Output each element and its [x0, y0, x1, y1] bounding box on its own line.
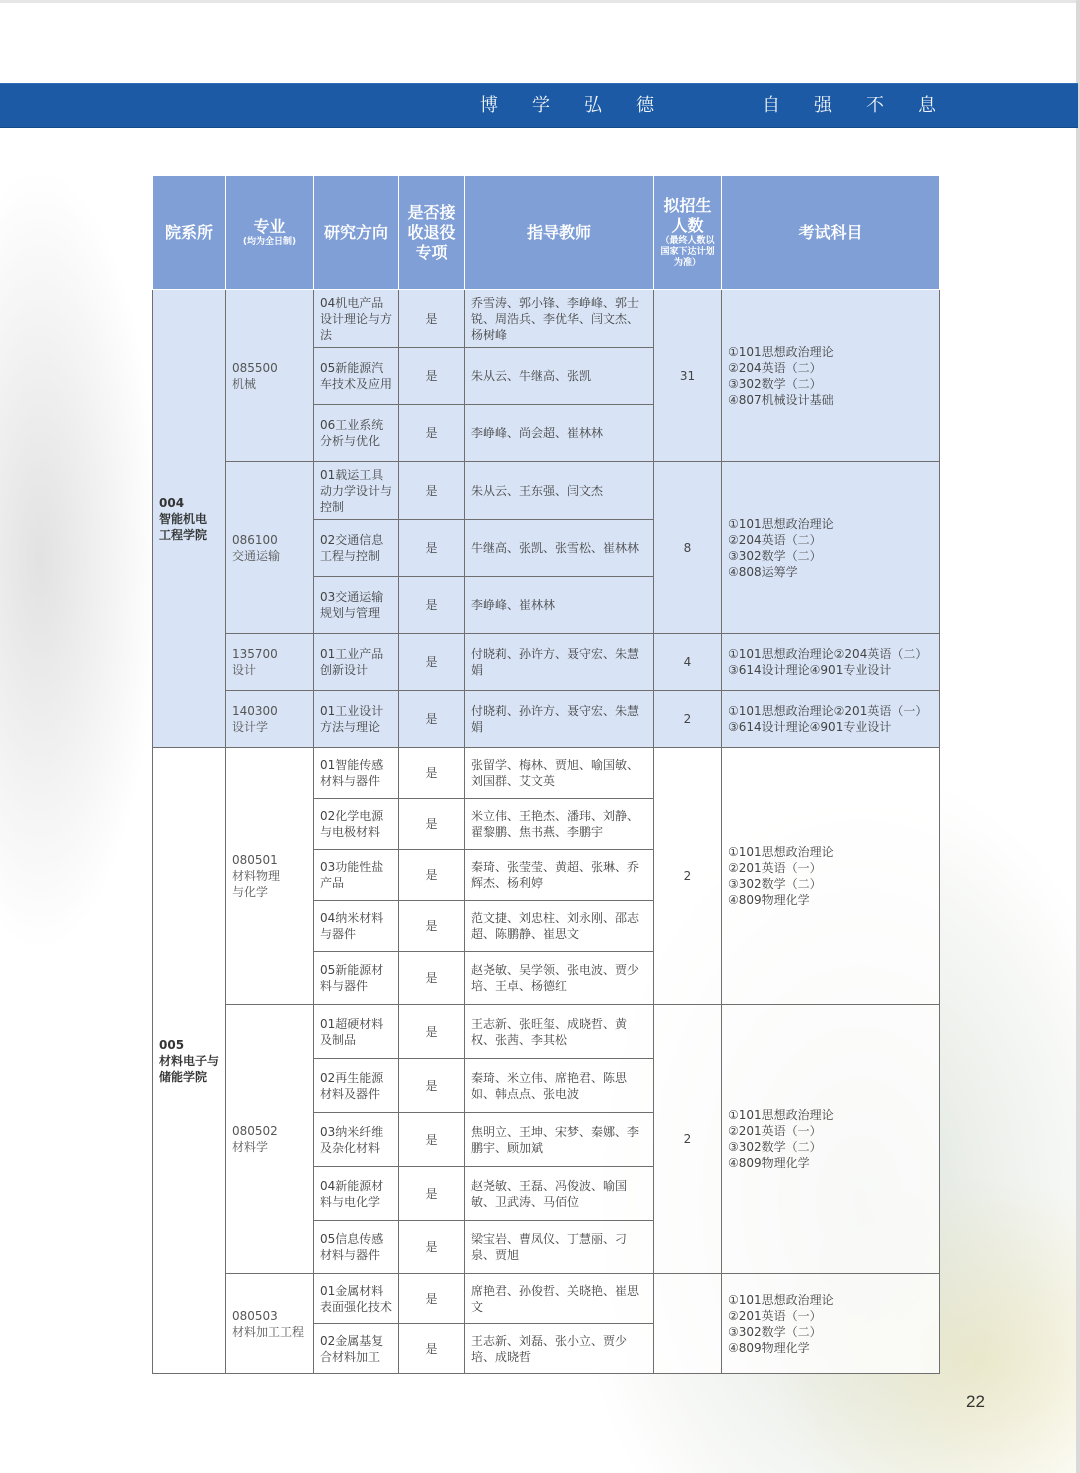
header-major-label: 专业: [253, 217, 286, 236]
advisors-cell: 张留学、梅林、贾旭、喻国敏、刘国群、艾文英: [465, 748, 654, 799]
advisors-cell: 李峥峰、尚会超、崔林林: [465, 405, 654, 462]
advisors-cell: 赵尧敏、吴学领、张电波、贾少培、王卓、杨德红: [465, 952, 654, 1005]
retired-cell: 是: [399, 1274, 465, 1324]
advisors-cell: 米立伟、王艳杰、潘玮、刘静、翟黎鹏、焦书燕、李鹏宇: [465, 799, 654, 850]
header-quota-note: （最终人数以国家下达计划为准）: [660, 236, 715, 268]
exam-cell: ①101思想政治理论②201英语（一） ③614设计理论④901专业设计: [722, 691, 940, 748]
header-banner: [0, 83, 1078, 128]
major-cell: 080503 材料加工工程: [226, 1274, 314, 1374]
major-cell: 085500 机械: [226, 290, 314, 462]
quota-cell: 4: [654, 634, 722, 691]
exam-cell: ①101思想政治理论 ②204英语（二） ③302数学（二） ④807机械设计基础: [722, 290, 940, 462]
advisors-cell: 梁宝岩、曹凤仪、丁慧丽、刁泉、贾旭: [465, 1221, 654, 1274]
major-cell: 135700 设计: [226, 634, 314, 691]
advisors-cell: 秦琦、张莹莹、黄超、张琳、乔辉杰、杨利婷: [465, 850, 654, 901]
retired-cell: 是: [399, 952, 465, 1005]
header-exam: 考试科目: [722, 176, 940, 290]
table-row: [153, 748, 940, 799]
direction-cell: 02化学电源与电极材料: [314, 799, 399, 850]
header-retired: 是否接收退役专项: [399, 176, 465, 290]
table-row: [153, 634, 940, 691]
advisors-cell: 赵尧敏、王磊、冯俊波、喻国敏、卫武涛、马佰位: [465, 1167, 654, 1221]
quota-cell: 2: [654, 748, 722, 1005]
direction-cell: 01金属材料表面强化技术: [314, 1274, 399, 1324]
advisors-cell: 付晓莉、孙许方、聂守宏、朱慧娟: [465, 691, 654, 748]
retired-cell: 是: [399, 850, 465, 901]
direction-cell: 03纳米纤维及杂化材料: [314, 1113, 399, 1167]
table-row: [153, 462, 940, 520]
advisors-cell: 焦明立、王坤、宋梦、秦娜、李鹏宇、顾加斌: [465, 1113, 654, 1167]
exam-cell: ①101思想政治理论 ②201英语（一） ③302数学（二） ④809物理化学: [722, 1274, 940, 1374]
header-major: [226, 176, 314, 290]
quota-cell: 2: [654, 1005, 722, 1274]
direction-cell: 03交通运输规划与管理: [314, 577, 399, 634]
direction-cell: 04新能源材料与电化学: [314, 1167, 399, 1221]
page-edge: [1076, 0, 1080, 1473]
retired-cell: 是: [399, 799, 465, 850]
retired-cell: 是: [399, 1059, 465, 1113]
dept-cell: 004 智能机电 工程学院: [153, 290, 226, 748]
dept-cell: 005 材料电子与 储能学院: [153, 748, 226, 1374]
direction-cell: 04机电产品设计理论与方法: [314, 290, 399, 348]
table-row: [153, 691, 940, 748]
quota-cell: 8: [654, 462, 722, 634]
header-dept: 院系所: [153, 176, 226, 290]
advisors-cell: 李峥峰、崔林林: [465, 577, 654, 634]
direction-cell: 01智能传感材料与器件: [314, 748, 399, 799]
retired-cell: 是: [399, 462, 465, 520]
retired-cell: 是: [399, 634, 465, 691]
advisors-cell: 付晓莉、孙许方、聂守宏、朱慧娟: [465, 634, 654, 691]
top-rule: [0, 0, 1080, 3]
exam-cell: ①101思想政治理论 ②201英语（一） ③302数学（二） ④809物理化学: [722, 1005, 940, 1274]
table-row: [153, 1274, 940, 1324]
direction-cell: 01载运工具动力学设计与控制: [314, 462, 399, 520]
quota-cell: [654, 1274, 722, 1374]
direction-cell: 02金属基复合材料加工: [314, 1324, 399, 1374]
retired-cell: 是: [399, 1113, 465, 1167]
retired-cell: 是: [399, 405, 465, 462]
retired-cell: 是: [399, 290, 465, 348]
exam-cell: ①101思想政治理论 ②204英语（二） ③302数学（二） ④808运筹学: [722, 462, 940, 634]
advisors-cell: 乔雪涛、郭小锋、李峥峰、郭士锐、周浩兵、李优华、闫文杰、杨树峰: [465, 290, 654, 348]
exam-cell: ①101思想政治理论②204英语（二） ③614设计理论④901专业设计: [722, 634, 940, 691]
retired-cell: 是: [399, 748, 465, 799]
quota-cell: 31: [654, 290, 722, 462]
advisors-cell: 朱从云、王东强、闫文杰: [465, 462, 654, 520]
retired-cell: 是: [399, 1221, 465, 1274]
direction-cell: 03功能性盐产品: [314, 850, 399, 901]
major-cell: 140300 设计学: [226, 691, 314, 748]
exam-cell: ①101思想政治理论 ②201英语（一） ③302数学（二） ④809物理化学: [722, 748, 940, 1005]
table-header-row: [153, 176, 940, 290]
header-advisors: 指导教师: [465, 176, 654, 290]
retired-cell: 是: [399, 1167, 465, 1221]
header-major-note: (均为全日制): [242, 237, 297, 247]
direction-cell: 06工业系统分析与优化: [314, 405, 399, 462]
direction-cell: 01超硬材料及制品: [314, 1005, 399, 1059]
quota-cell: 2: [654, 691, 722, 748]
enrollment-table: [152, 175, 940, 1374]
page-number: 22: [966, 1392, 985, 1411]
major-cell: 080501 材料物理 与化学: [226, 748, 314, 1005]
direction-cell: 02再生能源材料及器件: [314, 1059, 399, 1113]
table-row: [153, 1005, 940, 1059]
advisors-cell: 王志新、张旺玺、成晓哲、黄权、张茜、李其松: [465, 1005, 654, 1059]
direction-cell: 02交通信息工程与控制: [314, 520, 399, 577]
motto-left: 博学弘德: [480, 95, 688, 116]
retired-cell: 是: [399, 348, 465, 405]
motto-right: 自强不息: [762, 95, 970, 116]
direction-cell: 05信息传感材料与器件: [314, 1221, 399, 1274]
major-cell: 086100 交通运输: [226, 462, 314, 634]
retired-cell: 是: [399, 577, 465, 634]
advisors-cell: 席艳君、孙俊哲、关晓艳、崔思文: [465, 1274, 654, 1324]
header-quota-label: 拟招生人数: [663, 196, 712, 235]
direction-cell: 04纳米材料与器件: [314, 901, 399, 952]
advisors-cell: 王志新、刘磊、张小立、贾少培、成晓哲: [465, 1324, 654, 1374]
retired-cell: 是: [399, 1324, 465, 1374]
advisors-cell: 牛继高、张凯、张雪松、崔林林: [465, 520, 654, 577]
direction-cell: 01工业产品创新设计: [314, 634, 399, 691]
major-cell: 080502 材料学: [226, 1005, 314, 1274]
retired-cell: 是: [399, 1005, 465, 1059]
header-direction: 研究方向: [314, 176, 399, 290]
retired-cell: 是: [399, 901, 465, 952]
direction-cell: 05新能源材料与器件: [314, 952, 399, 1005]
advisors-cell: 范文捷、刘忠柱、刘永刚、邵志超、陈鹏静、崔思文: [465, 901, 654, 952]
retired-cell: 是: [399, 520, 465, 577]
direction-cell: 01工业设计方法与理论: [314, 691, 399, 748]
direction-cell: 05新能源汽车技术及应用: [314, 348, 399, 405]
advisors-cell: 朱从云、牛继高、张凯: [465, 348, 654, 405]
advisors-cell: 秦琦、米立伟、席艳君、陈思如、韩点点、张电波: [465, 1059, 654, 1113]
retired-cell: 是: [399, 691, 465, 748]
header-quota: [654, 176, 722, 290]
table-row: [153, 290, 940, 348]
